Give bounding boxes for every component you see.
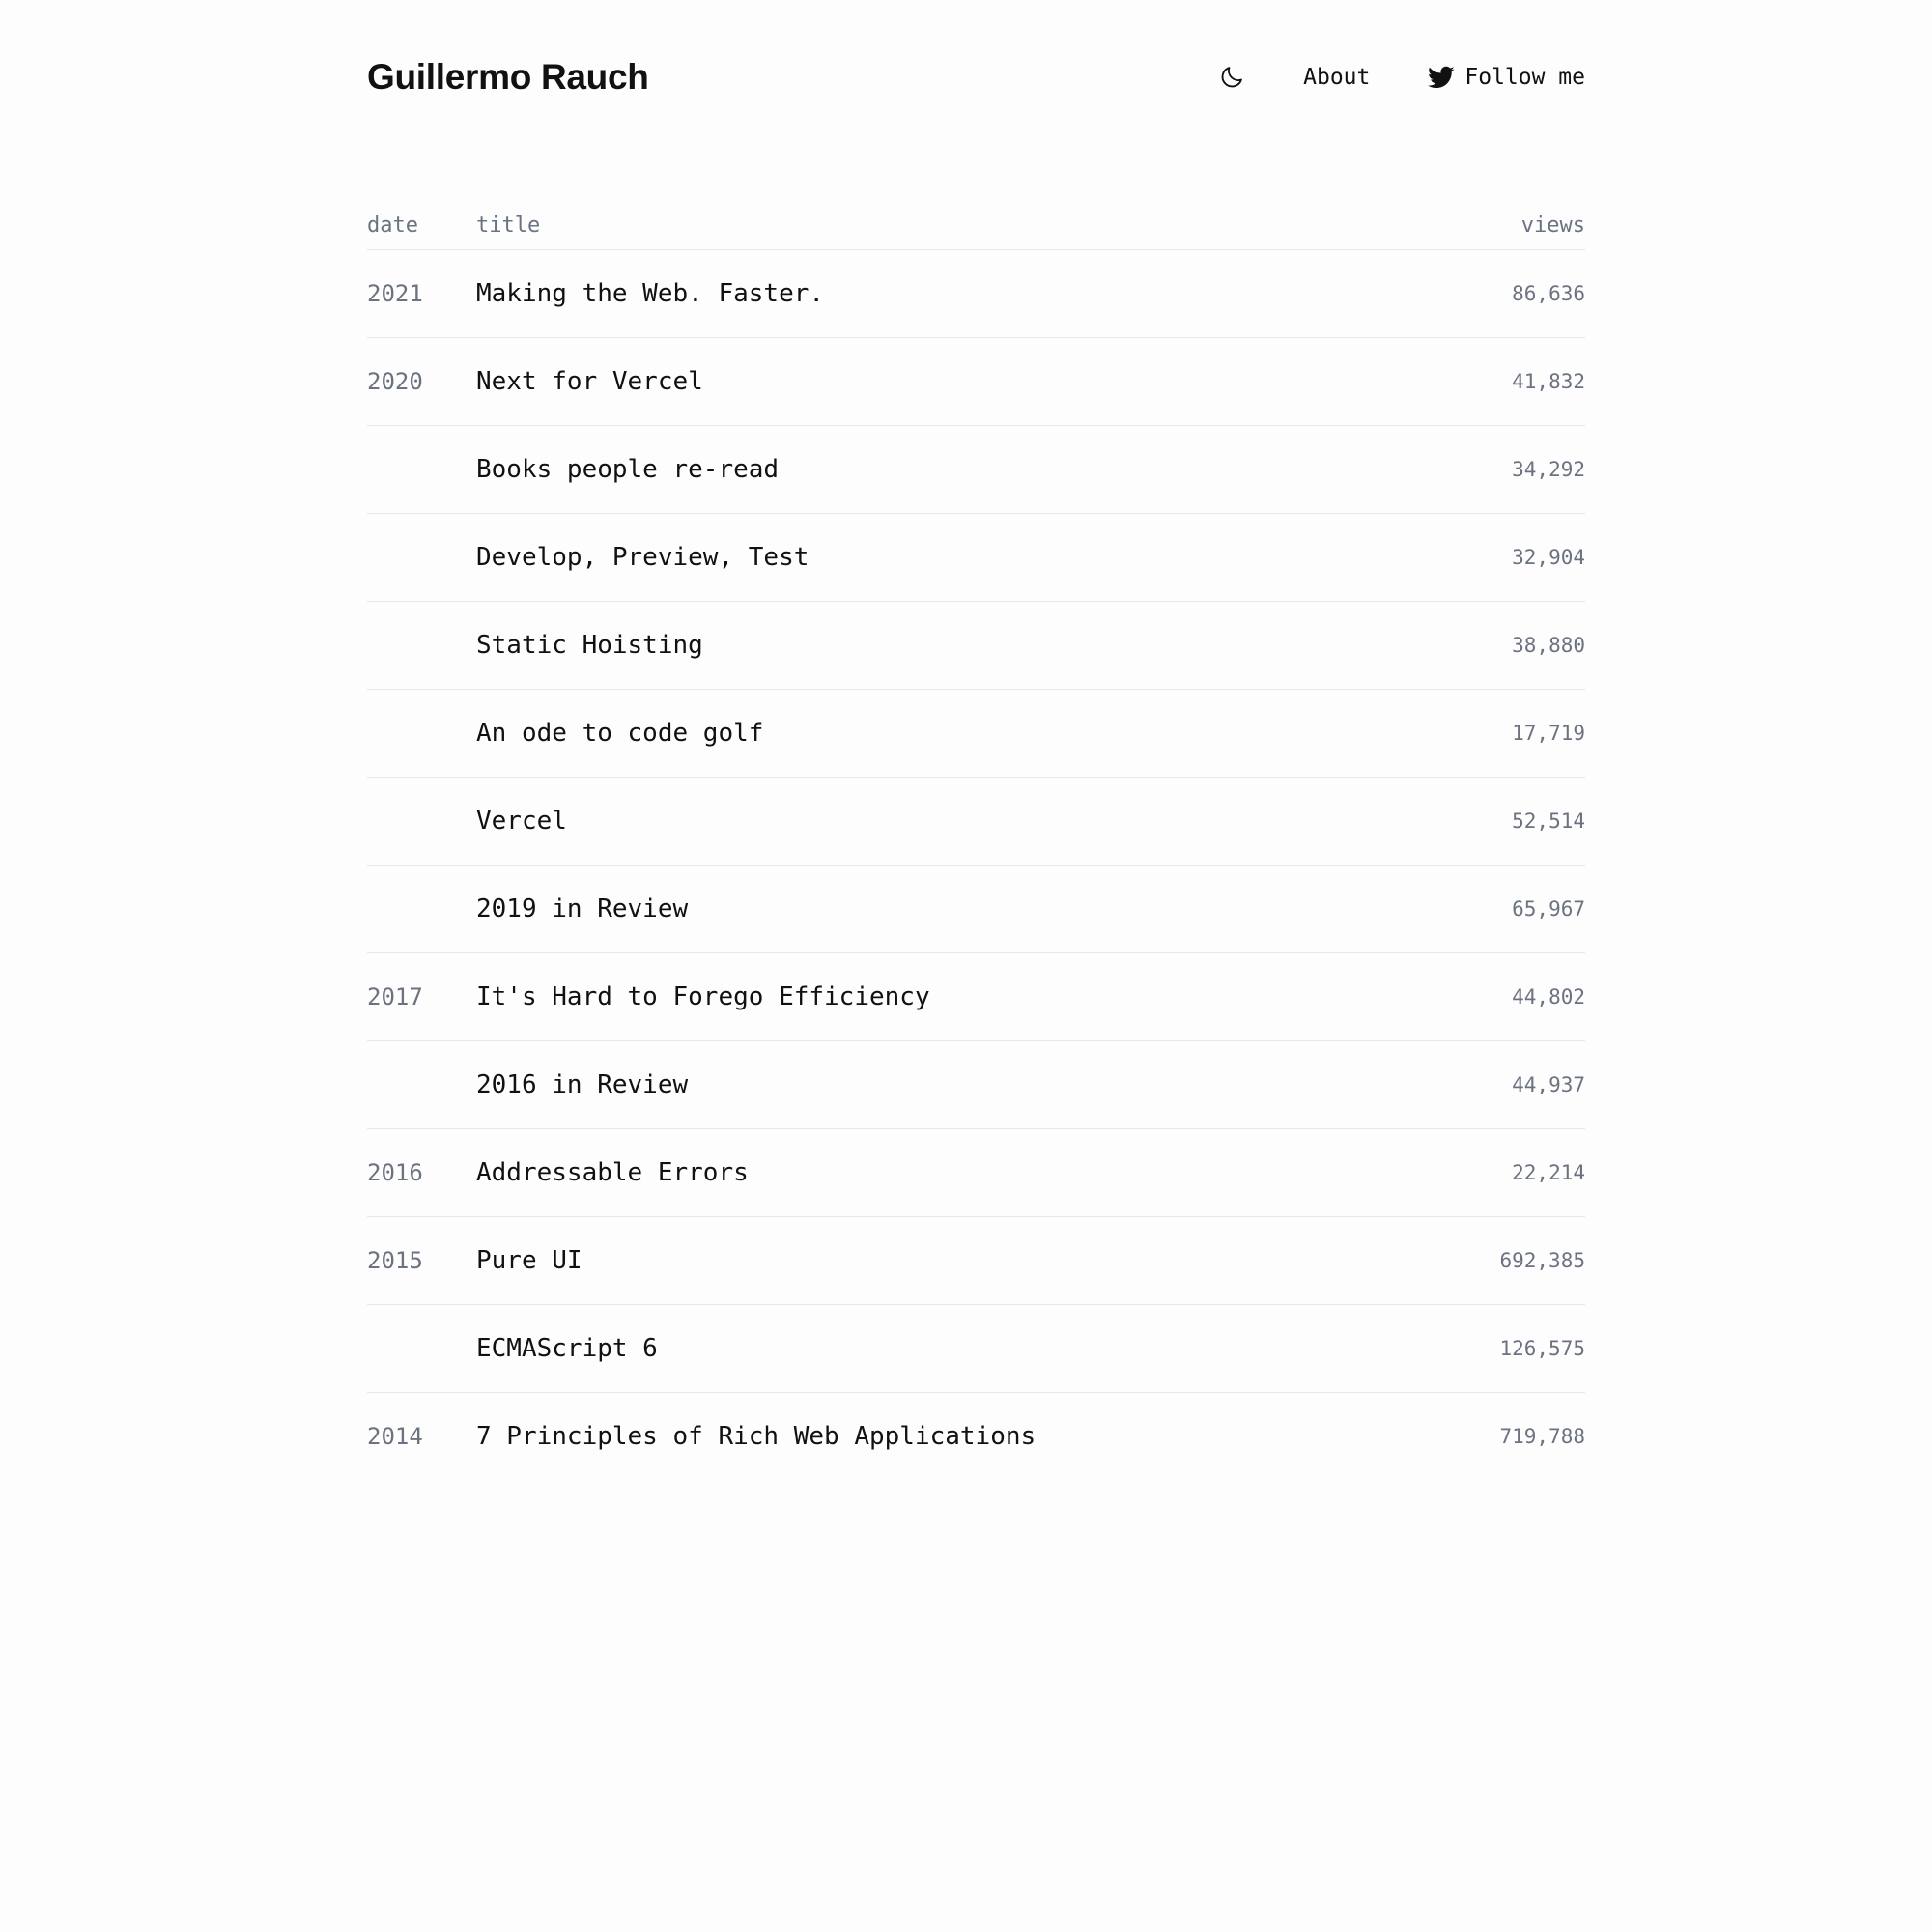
- post-date: 2021: [367, 280, 423, 307]
- post-views: 719,788: [1499, 1425, 1585, 1448]
- post-views: 22,214: [1512, 1161, 1585, 1184]
- table-row[interactable]: [367, 1217, 1585, 1305]
- title-column-header: title: [476, 213, 541, 238]
- post-title-link[interactable]: 2019 in Review: [476, 895, 689, 923]
- post-title-link[interactable]: Static Hoisting: [476, 631, 703, 660]
- twitter-icon: [1428, 64, 1455, 91]
- table-row[interactable]: [367, 602, 1585, 690]
- views-column-header: views: [1520, 213, 1585, 238]
- post-views: 41,832: [1512, 370, 1585, 393]
- main-nav: [1215, 61, 1585, 94]
- table-row[interactable]: [367, 426, 1585, 514]
- moon-icon: [1218, 64, 1245, 91]
- post-views: 52,514: [1512, 810, 1585, 833]
- post-title-link[interactable]: Develop, Preview, Test: [476, 543, 810, 572]
- table-row[interactable]: [367, 778, 1585, 866]
- post-title-link[interactable]: 7 Principles of Rich Web Applications: [476, 1422, 1037, 1451]
- table-row[interactable]: [367, 250, 1585, 338]
- post-date: 2014: [367, 1423, 423, 1450]
- date-column-header: date: [367, 213, 418, 238]
- post-title-link[interactable]: It's Hard to Forego Efficiency: [476, 982, 930, 1011]
- post-views: 44,802: [1512, 985, 1585, 1009]
- table-header: [367, 201, 1585, 250]
- table-body: [367, 250, 1585, 1480]
- post-title-link[interactable]: Books people re-read: [476, 455, 780, 484]
- post-title-link[interactable]: Pure UI: [476, 1246, 582, 1275]
- post-views: 32,904: [1512, 546, 1585, 569]
- post-date: 2016: [367, 1159, 423, 1186]
- table-row[interactable]: [367, 1393, 1585, 1480]
- table-row[interactable]: [367, 1305, 1585, 1393]
- post-date: 2017: [367, 983, 423, 1010]
- post-date: 2015: [367, 1247, 423, 1274]
- table-row[interactable]: [367, 514, 1585, 602]
- site-header: [367, 0, 1585, 155]
- post-title-link[interactable]: 2016 in Review: [476, 1070, 689, 1099]
- post-views: 17,719: [1512, 722, 1585, 745]
- about-link[interactable]: About: [1303, 65, 1371, 90]
- post-title-link[interactable]: Addressable Errors: [476, 1158, 749, 1187]
- table-row[interactable]: [367, 338, 1585, 426]
- table-row[interactable]: [367, 953, 1585, 1041]
- site-title[interactable]: Guillermo Rauch: [367, 57, 649, 97]
- page-container: [367, 0, 1585, 1480]
- post-views: 34,292: [1512, 458, 1585, 481]
- post-title-link[interactable]: Next for Vercel: [476, 367, 703, 396]
- post-title-link[interactable]: Making the Web. Faster.: [476, 279, 825, 308]
- posts-table: [367, 201, 1585, 1480]
- table-row[interactable]: [367, 1129, 1585, 1217]
- follow-me-link[interactable]: [1428, 64, 1585, 91]
- post-views: 38,880: [1512, 634, 1585, 657]
- post-views: 692,385: [1499, 1249, 1585, 1272]
- post-title-link[interactable]: ECMAScript 6: [476, 1334, 658, 1363]
- post-title-link[interactable]: An ode to code golf: [476, 719, 764, 748]
- table-row[interactable]: [367, 690, 1585, 778]
- follow-me-label: Follow me: [1464, 65, 1585, 90]
- post-views: 44,937: [1512, 1073, 1585, 1096]
- table-row[interactable]: [367, 866, 1585, 953]
- post-title-link[interactable]: Vercel: [476, 807, 567, 836]
- post-views: 126,575: [1499, 1337, 1585, 1360]
- theme-toggle-button[interactable]: [1215, 61, 1248, 94]
- table-row[interactable]: [367, 1041, 1585, 1129]
- post-views: 86,636: [1512, 282, 1585, 305]
- post-date: 2020: [367, 368, 423, 395]
- post-views: 65,967: [1512, 897, 1585, 921]
